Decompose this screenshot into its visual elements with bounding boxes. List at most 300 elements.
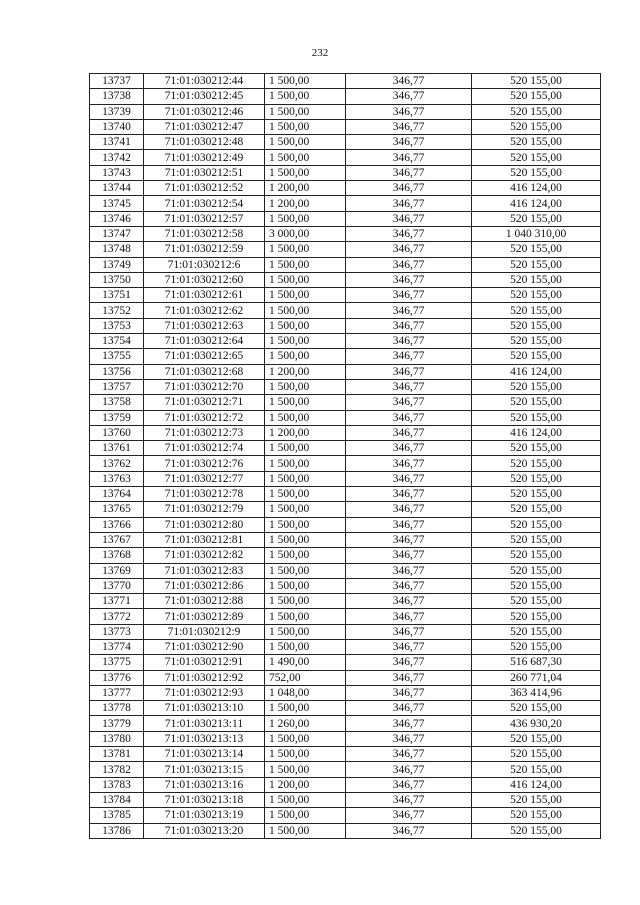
amount-cell: 520 155,00 — [472, 563, 601, 578]
amount-cell: 520 155,00 — [472, 272, 601, 287]
table-row — [90, 823, 601, 838]
rate-cell: 346,77 — [346, 257, 472, 272]
area-cell: 1 500,00 — [265, 89, 346, 104]
rate-cell: 346,77 — [346, 334, 472, 349]
cadastral-number-cell: 71:01:030212:6 — [144, 257, 265, 272]
rate-cell: 346,77 — [346, 135, 472, 150]
table-row — [90, 716, 601, 731]
cadastral-number-cell: 71:01:030212:79 — [144, 502, 265, 517]
rate-cell: 346,77 — [346, 104, 472, 119]
area-cell: 1 500,00 — [265, 334, 346, 349]
row-number-cell: 13778 — [90, 701, 144, 716]
cadastral-number-cell: 71:01:030212:76 — [144, 456, 265, 471]
rate-cell: 346,77 — [346, 685, 472, 700]
rate-cell: 346,77 — [346, 318, 472, 333]
table-row — [90, 89, 601, 104]
rate-cell: 346,77 — [346, 670, 472, 685]
amount-cell: 520 155,00 — [472, 441, 601, 456]
table-row — [90, 211, 601, 226]
amount-cell: 520 155,00 — [472, 242, 601, 257]
rate-cell: 346,77 — [346, 471, 472, 486]
area-cell: 1 260,00 — [265, 716, 346, 731]
area-cell: 1 500,00 — [265, 303, 346, 318]
table-row — [90, 578, 601, 593]
cadastral-number-cell: 71:01:030212:52 — [144, 181, 265, 196]
table-row — [90, 379, 601, 394]
table-row — [90, 334, 601, 349]
rate-cell: 346,77 — [346, 89, 472, 104]
row-number-cell: 13741 — [90, 135, 144, 150]
area-cell: 1 500,00 — [265, 104, 346, 119]
table-row — [90, 410, 601, 425]
area-cell: 3 000,00 — [265, 226, 346, 241]
table-row — [90, 257, 601, 272]
cadastral-number-cell: 71:01:030212:72 — [144, 410, 265, 425]
area-cell: 1 200,00 — [265, 425, 346, 440]
table-row — [90, 792, 601, 807]
row-number-cell: 13747 — [90, 226, 144, 241]
rate-cell: 346,77 — [346, 747, 472, 762]
cadastral-number-cell: 71:01:030213:13 — [144, 731, 265, 746]
table-row — [90, 395, 601, 410]
row-number-cell: 13758 — [90, 395, 144, 410]
table-row — [90, 487, 601, 502]
cadastral-number-cell: 71:01:030212:47 — [144, 119, 265, 134]
row-number-cell: 13739 — [90, 104, 144, 119]
cadastral-number-cell: 71:01:030212:58 — [144, 226, 265, 241]
rate-cell: 346,77 — [346, 379, 472, 394]
cadastral-number-cell: 71:01:030213:11 — [144, 716, 265, 731]
cadastral-number-cell: 71:01:030213:14 — [144, 747, 265, 762]
cadastral-number-cell: 71:01:030212:48 — [144, 135, 265, 150]
cadastral-number-cell: 71:01:030212:83 — [144, 563, 265, 578]
cadastral-number-cell: 71:01:030213:10 — [144, 701, 265, 716]
row-number-cell: 13745 — [90, 196, 144, 211]
table-row — [90, 563, 601, 578]
table-row — [90, 639, 601, 654]
area-cell: 1 500,00 — [265, 609, 346, 624]
rate-cell: 346,77 — [346, 181, 472, 196]
area-cell: 1 500,00 — [265, 441, 346, 456]
amount-cell: 520 155,00 — [472, 762, 601, 777]
table-row — [90, 731, 601, 746]
rate-cell: 346,77 — [346, 655, 472, 670]
table-row — [90, 303, 601, 318]
rate-cell: 346,77 — [346, 792, 472, 807]
amount-cell: 520 155,00 — [472, 624, 601, 639]
row-number-cell: 13782 — [90, 762, 144, 777]
amount-cell: 520 155,00 — [472, 150, 601, 165]
area-cell: 1 500,00 — [265, 272, 346, 287]
cadastral-number-cell: 71:01:030212:90 — [144, 639, 265, 654]
row-number-cell: 13780 — [90, 731, 144, 746]
area-cell: 1 500,00 — [265, 808, 346, 823]
table-row — [90, 532, 601, 547]
area-cell: 1 500,00 — [265, 594, 346, 609]
area-cell: 1 500,00 — [265, 471, 346, 486]
row-number-cell: 13757 — [90, 379, 144, 394]
rate-cell: 346,77 — [346, 532, 472, 547]
rate-cell: 346,77 — [346, 716, 472, 731]
rate-cell: 346,77 — [346, 517, 472, 532]
area-cell: 1 500,00 — [265, 165, 346, 180]
rate-cell: 346,77 — [346, 823, 472, 838]
cadastral-number-cell: 71:01:030212:54 — [144, 196, 265, 211]
cadastral-number-cell: 71:01:030212:9 — [144, 624, 265, 639]
area-cell: 1 500,00 — [265, 288, 346, 303]
table-row — [90, 165, 601, 180]
cadastral-number-cell: 71:01:030212:92 — [144, 670, 265, 685]
area-cell: 1 500,00 — [265, 150, 346, 165]
area-cell: 1 200,00 — [265, 364, 346, 379]
amount-cell: 520 155,00 — [472, 609, 601, 624]
amount-cell: 520 155,00 — [472, 594, 601, 609]
amount-cell: 436 930,20 — [472, 716, 601, 731]
area-cell: 1 500,00 — [265, 318, 346, 333]
amount-cell: 520 155,00 — [472, 487, 601, 502]
cadastral-number-cell: 71:01:030213:18 — [144, 792, 265, 807]
row-number-cell: 13738 — [90, 89, 144, 104]
area-cell: 1 500,00 — [265, 762, 346, 777]
land-plot-table — [89, 73, 601, 839]
row-number-cell: 13764 — [90, 487, 144, 502]
table-row — [90, 226, 601, 241]
amount-cell: 260 771,04 — [472, 670, 601, 685]
cadastral-number-cell: 71:01:030213:15 — [144, 762, 265, 777]
row-number-cell: 13763 — [90, 471, 144, 486]
table-row — [90, 762, 601, 777]
rate-cell: 346,77 — [346, 639, 472, 654]
area-cell: 1 048,00 — [265, 685, 346, 700]
amount-cell: 520 155,00 — [472, 639, 601, 654]
row-number-cell: 13777 — [90, 685, 144, 700]
area-cell: 1 500,00 — [265, 578, 346, 593]
rate-cell: 346,77 — [346, 119, 472, 134]
amount-cell: 516 687,30 — [472, 655, 601, 670]
rate-cell: 346,77 — [346, 288, 472, 303]
row-number-cell: 13768 — [90, 548, 144, 563]
amount-cell: 520 155,00 — [472, 578, 601, 593]
cadastral-number-cell: 71:01:030212:49 — [144, 150, 265, 165]
row-number-cell: 13751 — [90, 288, 144, 303]
table-row — [90, 609, 601, 624]
row-number-cell: 13760 — [90, 425, 144, 440]
area-cell: 1 500,00 — [265, 823, 346, 838]
rate-cell: 346,77 — [346, 777, 472, 792]
cadastral-number-cell: 71:01:030212:62 — [144, 303, 265, 318]
amount-cell: 416 124,00 — [472, 777, 601, 792]
rate-cell: 346,77 — [346, 349, 472, 364]
row-number-cell: 13761 — [90, 441, 144, 456]
cadastral-number-cell: 71:01:030213:19 — [144, 808, 265, 823]
row-number-cell: 13770 — [90, 578, 144, 593]
cadastral-number-cell: 71:01:030212:57 — [144, 211, 265, 226]
table-row — [90, 685, 601, 700]
table-row — [90, 318, 601, 333]
cadastral-number-cell: 71:01:030212:93 — [144, 685, 265, 700]
rate-cell: 346,77 — [346, 808, 472, 823]
table-row — [90, 135, 601, 150]
cadastral-number-cell: 71:01:030212:63 — [144, 318, 265, 333]
table-row — [90, 349, 601, 364]
rate-cell: 346,77 — [346, 196, 472, 211]
area-cell: 1 500,00 — [265, 211, 346, 226]
table-row — [90, 104, 601, 119]
table-row — [90, 670, 601, 685]
rate-cell: 346,77 — [346, 226, 472, 241]
area-cell: 1 500,00 — [265, 257, 346, 272]
table-row — [90, 181, 601, 196]
amount-cell: 520 155,00 — [472, 165, 601, 180]
row-number-cell: 13737 — [90, 74, 144, 89]
area-cell: 1 500,00 — [265, 119, 346, 134]
area-cell: 1 500,00 — [265, 731, 346, 746]
cadastral-number-cell: 71:01:030212:80 — [144, 517, 265, 532]
area-cell: 1 500,00 — [265, 517, 346, 532]
amount-cell: 416 124,00 — [472, 364, 601, 379]
rate-cell: 346,77 — [346, 395, 472, 410]
area-cell: 1 500,00 — [265, 701, 346, 716]
row-number-cell: 13771 — [90, 594, 144, 609]
row-number-cell: 13748 — [90, 242, 144, 257]
cadastral-number-cell: 71:01:030212:88 — [144, 594, 265, 609]
rate-cell: 346,77 — [346, 165, 472, 180]
table-row — [90, 272, 601, 287]
row-number-cell: 13744 — [90, 181, 144, 196]
amount-cell: 520 155,00 — [472, 456, 601, 471]
table-row — [90, 777, 601, 792]
amount-cell: 520 155,00 — [472, 74, 601, 89]
amount-cell: 520 155,00 — [472, 104, 601, 119]
row-number-cell: 13743 — [90, 165, 144, 180]
cadastral-number-cell: 71:01:030212:68 — [144, 364, 265, 379]
rate-cell: 346,77 — [346, 410, 472, 425]
row-number-cell: 13775 — [90, 655, 144, 670]
table-row — [90, 471, 601, 486]
amount-cell: 520 155,00 — [472, 303, 601, 318]
table-row — [90, 441, 601, 456]
table-row — [90, 808, 601, 823]
table-row — [90, 288, 601, 303]
amount-cell: 520 155,00 — [472, 701, 601, 716]
amount-cell: 520 155,00 — [472, 792, 601, 807]
table-row — [90, 624, 601, 639]
rate-cell: 346,77 — [346, 502, 472, 517]
rate-cell: 346,77 — [346, 731, 472, 746]
table-row — [90, 747, 601, 762]
rate-cell: 346,77 — [346, 425, 472, 440]
amount-cell: 520 155,00 — [472, 334, 601, 349]
area-cell: 1 200,00 — [265, 181, 346, 196]
row-number-cell: 13755 — [90, 349, 144, 364]
cadastral-number-cell: 71:01:030212:70 — [144, 379, 265, 394]
amount-cell: 520 155,00 — [472, 532, 601, 547]
cadastral-number-cell: 71:01:030212:82 — [144, 548, 265, 563]
area-cell: 1 500,00 — [265, 487, 346, 502]
cadastral-number-cell: 71:01:030212:44 — [144, 74, 265, 89]
row-number-cell: 13746 — [90, 211, 144, 226]
row-number-cell: 13759 — [90, 410, 144, 425]
row-number-cell: 13774 — [90, 639, 144, 654]
row-number-cell: 13784 — [90, 792, 144, 807]
table-row — [90, 242, 601, 257]
amount-cell: 520 155,00 — [472, 410, 601, 425]
amount-cell: 416 124,00 — [472, 425, 601, 440]
row-number-cell: 13762 — [90, 456, 144, 471]
rate-cell: 346,77 — [346, 364, 472, 379]
amount-cell: 520 155,00 — [472, 823, 601, 838]
amount-cell: 520 155,00 — [472, 471, 601, 486]
row-number-cell: 13756 — [90, 364, 144, 379]
area-cell: 1 500,00 — [265, 747, 346, 762]
row-number-cell: 13765 — [90, 502, 144, 517]
amount-cell: 520 155,00 — [472, 502, 601, 517]
rate-cell: 346,77 — [346, 762, 472, 777]
row-number-cell: 13749 — [90, 257, 144, 272]
rate-cell: 346,77 — [346, 624, 472, 639]
amount-cell: 520 155,00 — [472, 517, 601, 532]
amount-cell: 520 155,00 — [472, 135, 601, 150]
amount-cell: 520 155,00 — [472, 379, 601, 394]
rate-cell: 346,77 — [346, 303, 472, 318]
row-number-cell: 13773 — [90, 624, 144, 639]
table-row — [90, 655, 601, 670]
area-cell: 1 500,00 — [265, 532, 346, 547]
cadastral-number-cell: 71:01:030212:78 — [144, 487, 265, 502]
row-number-cell: 13754 — [90, 334, 144, 349]
rate-cell: 346,77 — [346, 456, 472, 471]
row-number-cell: 13742 — [90, 150, 144, 165]
area-cell: 752,00 — [265, 670, 346, 685]
rate-cell: 346,77 — [346, 487, 472, 502]
amount-cell: 363 414,96 — [472, 685, 601, 700]
cadastral-number-cell: 71:01:030212:73 — [144, 425, 265, 440]
cadastral-number-cell: 71:01:030212:51 — [144, 165, 265, 180]
amount-cell: 520 155,00 — [472, 548, 601, 563]
rate-cell: 346,77 — [346, 242, 472, 257]
rate-cell: 346,77 — [346, 548, 472, 563]
row-number-cell: 13786 — [90, 823, 144, 838]
row-number-cell: 13740 — [90, 119, 144, 134]
amount-cell: 1 040 310,00 — [472, 226, 601, 241]
table-row — [90, 502, 601, 517]
cadastral-number-cell: 71:01:030213:20 — [144, 823, 265, 838]
amount-cell: 520 155,00 — [472, 257, 601, 272]
cadastral-number-cell: 71:01:030212:61 — [144, 288, 265, 303]
cadastral-number-cell: 71:01:030212:77 — [144, 471, 265, 486]
rate-cell: 346,77 — [346, 578, 472, 593]
area-cell: 1 500,00 — [265, 379, 346, 394]
cadastral-number-cell: 71:01:030212:60 — [144, 272, 265, 287]
area-cell: 1 500,00 — [265, 135, 346, 150]
table-row — [90, 196, 601, 211]
cadastral-number-cell: 71:01:030212:74 — [144, 441, 265, 456]
area-cell: 1 200,00 — [265, 777, 346, 792]
table-row — [90, 74, 601, 89]
row-number-cell: 13752 — [90, 303, 144, 318]
area-cell: 1 500,00 — [265, 395, 346, 410]
table-row — [90, 548, 601, 563]
row-number-cell: 13766 — [90, 517, 144, 532]
row-number-cell: 13750 — [90, 272, 144, 287]
table-row — [90, 456, 601, 471]
area-cell: 1 500,00 — [265, 410, 346, 425]
row-number-cell: 13753 — [90, 318, 144, 333]
table-row — [90, 517, 601, 532]
area-cell: 1 500,00 — [265, 792, 346, 807]
area-cell: 1 500,00 — [265, 242, 346, 257]
amount-cell: 520 155,00 — [472, 349, 601, 364]
area-cell: 1 500,00 — [265, 74, 346, 89]
cadastral-number-cell: 71:01:030212:45 — [144, 89, 265, 104]
cadastral-number-cell: 71:01:030212:64 — [144, 334, 265, 349]
area-cell: 1 500,00 — [265, 624, 346, 639]
amount-cell: 520 155,00 — [472, 808, 601, 823]
rate-cell: 346,77 — [346, 74, 472, 89]
rate-cell: 346,77 — [346, 272, 472, 287]
row-number-cell: 13785 — [90, 808, 144, 823]
area-cell: 1 490,00 — [265, 655, 346, 670]
area-cell: 1 500,00 — [265, 639, 346, 654]
amount-cell: 520 155,00 — [472, 318, 601, 333]
amount-cell: 520 155,00 — [472, 747, 601, 762]
cadastral-number-cell: 71:01:030212:46 — [144, 104, 265, 119]
rate-cell: 346,77 — [346, 441, 472, 456]
rate-cell: 346,77 — [346, 150, 472, 165]
amount-cell: 520 155,00 — [472, 731, 601, 746]
rate-cell: 346,77 — [346, 609, 472, 624]
area-cell: 1 500,00 — [265, 502, 346, 517]
cadastral-number-cell: 71:01:030213:16 — [144, 777, 265, 792]
amount-cell: 520 155,00 — [472, 89, 601, 104]
cadastral-number-cell: 71:01:030212:91 — [144, 655, 265, 670]
table-row — [90, 594, 601, 609]
row-number-cell: 13781 — [90, 747, 144, 762]
amount-cell: 520 155,00 — [472, 395, 601, 410]
table-row — [90, 425, 601, 440]
row-number-cell: 13783 — [90, 777, 144, 792]
amount-cell: 416 124,00 — [472, 181, 601, 196]
row-number-cell: 13767 — [90, 532, 144, 547]
rate-cell: 346,77 — [346, 563, 472, 578]
rate-cell: 346,77 — [346, 594, 472, 609]
amount-cell: 416 124,00 — [472, 196, 601, 211]
area-cell: 1 200,00 — [265, 196, 346, 211]
cadastral-number-cell: 71:01:030212:81 — [144, 532, 265, 547]
table-row — [90, 119, 601, 134]
row-number-cell: 13772 — [90, 609, 144, 624]
page-number: 232 — [311, 47, 329, 59]
cadastral-number-cell: 71:01:030212:89 — [144, 609, 265, 624]
row-number-cell: 13779 — [90, 716, 144, 731]
rate-cell: 346,77 — [346, 211, 472, 226]
land-plot-table-body — [90, 74, 601, 839]
table-row — [90, 364, 601, 379]
area-cell: 1 500,00 — [265, 563, 346, 578]
cadastral-number-cell: 71:01:030212:65 — [144, 349, 265, 364]
amount-cell: 520 155,00 — [472, 211, 601, 226]
rate-cell: 346,77 — [346, 701, 472, 716]
amount-cell: 520 155,00 — [472, 288, 601, 303]
row-number-cell: 13769 — [90, 563, 144, 578]
cadastral-number-cell: 71:01:030212:86 — [144, 578, 265, 593]
cadastral-number-cell: 71:01:030212:71 — [144, 395, 265, 410]
amount-cell: 520 155,00 — [472, 119, 601, 134]
table-row — [90, 701, 601, 716]
area-cell: 1 500,00 — [265, 349, 346, 364]
table-row — [90, 150, 601, 165]
row-number-cell: 13776 — [90, 670, 144, 685]
